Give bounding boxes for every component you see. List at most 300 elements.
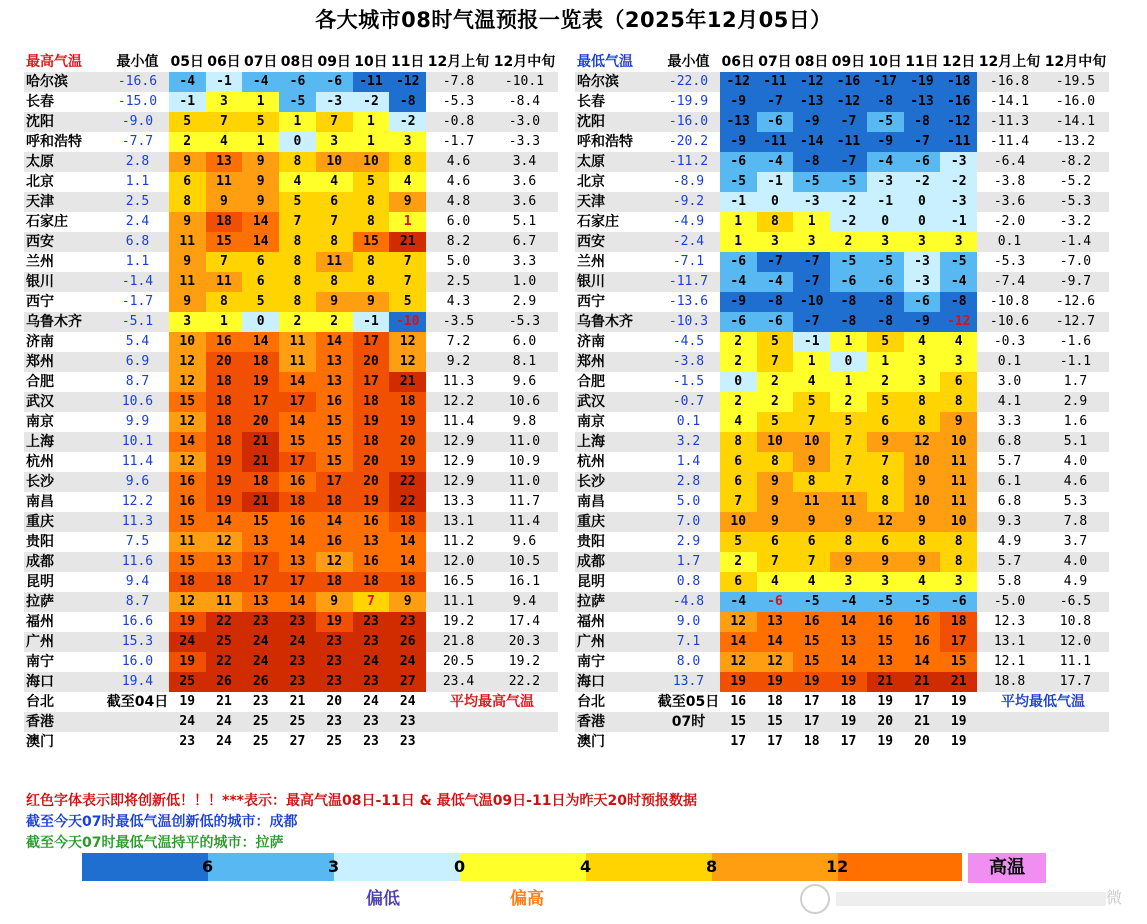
temperature-cell: 11 [279,352,316,372]
early-dec-average: 12.3 [993,614,1026,629]
temperature-cell: 19 [940,712,977,732]
temperature-cell: 8 [316,272,353,292]
temperature-cell: 14 [389,532,426,552]
temperature-cell: 9 [242,192,279,212]
min-value: 5.0 [676,494,701,509]
mid-dec-average: 19.2 [508,654,541,669]
temperature-cell: 9 [757,512,794,532]
mid-dec-average: 3.3 [512,254,537,269]
temperature-cell: 13 [867,652,904,672]
temperature-cell: 1 [830,372,867,392]
temperature-cell: -2 [904,172,941,192]
temperature-cell: 8 [940,552,977,572]
early-dec-average: 13.1 [426,512,491,532]
temperature-cell: 2 [279,312,316,332]
early-dec-average: 6.1 [977,472,1042,492]
temperature-cell: -6 [720,152,757,172]
temperature-cell: 1 [242,92,279,112]
temperature-cell: 8 [720,432,757,452]
temperature-cell: 19 [389,452,426,472]
legend-segment-warm3 [712,853,838,881]
min-value: -11.7 [657,272,720,292]
early-dec-average: -5.3 [993,254,1026,269]
temperature-cell: -3 [940,152,977,172]
city-name: 澳门 [26,734,54,750]
min-value: -16.6 [106,72,169,92]
table-row [24,632,558,652]
temperature-cell: 15 [242,512,279,532]
temperature-cell: 5 [757,412,794,432]
early-dec-average: 16.5 [442,574,475,589]
temperature-cell: 15 [353,232,390,252]
table-row [24,432,558,452]
temperature-cell: 7 [389,272,426,292]
temperature-cell: 14 [242,332,279,352]
mid-dec-average: 9.8 [512,414,537,429]
city-name: 成都 [24,552,106,572]
temperature-cell: 8 [867,472,904,492]
temperature-cell: 4 [940,332,977,352]
average-label [426,712,558,732]
table-row [24,112,558,132]
city-name: 郑州 [24,352,106,372]
temperature-cell: 14 [316,512,353,532]
temperature-cell: 23 [179,734,196,749]
mid-dec-average: -6.5 [1042,592,1109,612]
early-dec-average: -5.3 [442,94,475,109]
column-header: 12月上旬 [427,54,490,70]
temperature-cell: 1 [793,352,830,372]
table-row [575,352,1109,372]
mid-dec-average: 9.4 [491,592,558,612]
min-value: -16.0 [657,112,720,132]
temperature-cell: 1 [353,112,390,132]
temperature-cell: 10 [353,152,390,172]
early-dec-average: -7.4 [977,272,1042,292]
table-row [575,612,1109,632]
temperature-cell: 8 [279,292,316,312]
city-name: 长沙 [575,472,657,492]
average-label: 平均最高气温 [450,694,535,710]
mid-dec-average: 6.7 [491,232,558,252]
mid-dec-average: 9.6 [512,534,537,549]
temperature-cell: 3 [940,572,977,592]
temperature-cell: 23 [242,612,279,632]
early-dec-average: 11.1 [426,592,491,612]
mid-dec-average: 3.6 [491,192,558,212]
temperature-cell: 11 [316,252,353,272]
early-dec-average: 5.7 [977,552,1042,572]
mid-dec-average: 10.8 [1059,614,1092,629]
temperature-cell: 6 [316,192,353,212]
city-name: 福州 [26,614,54,630]
min-value: 2.5 [106,192,169,212]
mid-dec-average: 11.4 [491,512,558,532]
temperature-cell: 10 [940,512,977,532]
temperature-cell: -13 [720,112,757,132]
table-row [575,592,1109,612]
min-value: -5.1 [106,312,169,332]
temperature-cell: 12 [389,332,426,352]
temperature-cell: 9 [389,192,426,212]
temperature-cell: 11 [279,332,316,352]
temperature-cell: -5 [793,172,830,192]
city-name: 呼和浩特 [577,134,633,150]
table-row [24,92,558,112]
early-dec-average: -11.3 [977,112,1042,132]
temperature-cell: -8 [867,312,904,332]
min-value: 12.2 [121,494,154,509]
average-label [977,712,1109,732]
mid-dec-average: 11.1 [1059,654,1092,669]
temperature-cell: 2 [757,392,794,412]
early-dec-average: -10.6 [977,312,1042,332]
temperature-cell: 18 [169,572,206,592]
temperature-cell: 8 [279,232,316,252]
extra-table-row [575,712,1109,732]
min-value: 1.7 [657,552,720,572]
early-dec-average: 11.2 [442,534,475,549]
legend-low-label: 偏低 [366,889,400,909]
mid-dec-average: -14.1 [1042,112,1109,132]
temperature-cell: 5 [353,172,390,192]
min-value: 10.1 [106,432,169,452]
column-header: 12月中旬 [1042,52,1109,72]
early-dec-average: 8.2 [426,232,491,252]
temperature-cell: 18 [389,512,426,532]
as-of-label [106,732,169,752]
city-name: 银川 [24,272,106,292]
temperature-cell: -8 [830,312,867,332]
city-name: 福州 [577,614,605,630]
temperature-cell: -11 [940,132,977,152]
extra-table-row [24,732,558,752]
temperature-cell: -3 [904,272,941,292]
temperature-cell: 16 [206,332,243,352]
temperature-cell: -6 [940,592,977,612]
mid-dec-average: -9.7 [1042,272,1109,292]
temperature-cell: 12 [757,652,794,672]
temperature-cell: -12 [793,72,830,92]
min-value: -11.2 [657,152,720,172]
temperature-cell: -1 [867,192,904,212]
temperature-cell: 3 [940,232,977,252]
city-name: 长沙 [24,472,106,492]
temperature-cell: 20 [353,352,390,372]
column-header: 10日 [354,54,388,70]
temperature-cell: 27 [289,734,306,749]
header-row [575,52,1109,72]
temperature-cell: 16 [169,472,206,492]
temperature-cell: -1 [353,312,390,332]
min-value: 15.3 [106,632,169,652]
temperature-cell: -7 [830,112,867,132]
city-name: 成都 [575,552,657,572]
as-of-label: 07时 [657,712,720,732]
city-name: 杭州 [577,454,605,470]
temperature-cell: -12 [940,312,977,332]
temperature-cell: 21 [389,232,426,252]
temperature-cell: 18 [206,432,243,452]
max-temperature-table [24,52,558,752]
temperature-cell: 20 [326,694,343,709]
mid-dec-average: -3.0 [491,112,558,132]
temperature-cell: 12 [169,352,206,372]
early-dec-average: 20.5 [442,654,475,669]
city-name: 广州 [24,632,106,652]
temperature-cell: 2 [757,372,794,392]
temperature-cell: 11 [940,472,977,492]
temperature-cell: 10 [904,492,941,512]
temperature-cell: -6 [720,312,757,332]
mid-dec-average: 12.0 [1042,632,1109,652]
temperature-cell: 4 [279,172,316,192]
city-name: 石家庄 [577,214,619,230]
mid-dec-average: 4.0 [1063,454,1088,469]
temperature-cell: 17 [279,572,316,592]
early-dec-average: -3.6 [977,192,1042,212]
temperature-cell: 13 [242,592,279,612]
temperature-cell: 12 [867,512,904,532]
temperature-cell: -4 [830,592,867,612]
temperature-cell: -5 [867,252,904,272]
early-dec-average: 12.2 [426,392,491,412]
table-row [575,452,1109,472]
temperature-cell: 18 [353,432,390,452]
temperature-cell: 6 [242,252,279,272]
temperature-cell: 0 [830,352,867,372]
temperature-cell: -13 [904,92,941,112]
temperature-cell: 9 [316,292,353,312]
legend-segment-warm2 [586,853,712,881]
table-row [575,152,1109,172]
table-row [575,492,1109,512]
temperature-cell: 5 [279,192,316,212]
temperature-cell: 4 [793,572,830,592]
temperature-cell: 12 [169,452,206,472]
temperature-cell: 23 [363,734,379,749]
early-dec-average: 12.1 [993,654,1026,669]
min-value: 0.1 [676,414,701,429]
mid-dec-average: 5.1 [512,214,537,229]
temperature-cell: 8 [757,212,794,232]
temperature-cell: 7 [757,352,794,372]
temperature-cell: 18 [803,734,820,749]
temperature-cell: 23 [353,612,390,632]
legend-segment-cold2 [82,853,208,881]
min-value: -22.0 [657,72,720,92]
temperature-cell: 9 [169,252,206,272]
temperature-cell: -8 [940,292,977,312]
mid-dec-average: -19.5 [1042,72,1109,92]
temperature-cell: 19 [206,472,243,492]
temperature-cell: 23 [353,712,390,732]
min-value: 7.0 [657,512,720,532]
extra-table-row [24,712,558,732]
table-row [24,312,558,332]
temperature-cell: 7 [793,552,830,572]
early-dec-average: 0.1 [977,352,1042,372]
temperature-cell: 15 [206,232,243,252]
column-header: 12日 [941,54,976,70]
temperature-cell: 16 [867,612,904,632]
temperature-cell: 22 [389,492,426,512]
average-label [426,732,558,752]
temperature-cell: 17 [767,734,783,749]
table-row [575,292,1109,312]
city-name: 香港 [575,712,657,732]
temperature-cell: 16 [279,512,316,532]
temperature-cell: -4 [169,72,206,92]
extra-table-row [24,692,558,712]
table-row [24,352,558,372]
temperature-cell: 9 [904,552,941,572]
temperature-cell: 1 [867,352,904,372]
early-dec-average: 4.8 [426,192,491,212]
mid-dec-average: 10.5 [491,552,558,572]
mid-dec-average: 4.9 [1063,574,1088,589]
temperature-cell: 26 [242,672,279,692]
city-name: 长春 [26,94,54,110]
temperature-cell: 17 [316,472,353,492]
temperature-cell: -9 [720,92,757,112]
temperature-cell: 13 [242,532,279,552]
early-dec-average: -14.1 [989,94,1030,109]
temperature-cell: -9 [867,132,904,152]
mid-dec-average: -5.3 [1042,192,1109,212]
temperature-cell: 25 [242,712,279,732]
early-dec-average: -5.0 [977,592,1042,612]
city-name: 南昌 [577,494,605,510]
city-name: 济南 [26,334,54,350]
temperature-cell: 20 [867,712,904,732]
early-dec-average: -0.3 [993,334,1026,349]
as-of-label: 截至05日 [657,694,720,710]
temperature-cell: -1 [793,332,830,352]
temperature-cell: 27 [389,672,426,692]
temperature-cell: 18 [242,472,279,492]
temperature-cell: 6 [757,532,794,552]
temperature-cell: -13 [793,92,830,112]
temperature-cell: 14 [279,592,316,612]
city-name: 上海 [24,432,106,452]
mid-dec-average: 1.0 [491,272,558,292]
temperature-cell: 23 [279,612,316,632]
early-dec-average: 13.3 [442,494,475,509]
city-name: 郑州 [575,352,657,372]
temperature-cell: 14 [316,332,353,352]
early-dec-average: -3.8 [993,174,1026,189]
temperature-cell: 24 [353,652,390,672]
temperature-cell: 21 [940,672,977,692]
min-value: -9.0 [106,112,169,132]
temperature-cell: 4 [316,172,353,192]
temperature-cell: 24 [399,694,416,709]
early-dec-average: 4.6 [446,174,471,189]
mid-dec-average: -16.0 [1055,94,1096,109]
temperature-cell: -5 [867,592,904,612]
min-value: -7.1 [672,254,705,269]
mid-dec-average: 5.1 [1042,432,1109,452]
mid-dec-average: -3.3 [508,134,541,149]
min-temperature-table [575,52,1109,752]
temperature-cell: 13 [206,552,243,572]
temperature-cell: 3 [757,232,794,252]
temperature-cell: 16 [904,632,941,652]
table-row [24,532,558,552]
early-dec-average: 12.0 [426,552,491,572]
average-label [977,732,1109,752]
temperature-cell: 23 [252,694,269,709]
early-dec-average: 3.0 [997,374,1022,389]
temperature-cell: 24 [279,632,316,652]
column-header: 06日 [207,54,241,70]
table-row [24,272,558,292]
temperature-cell: -1 [757,172,794,192]
temperature-cell: 16 [353,552,390,572]
temperature-cell: 19 [179,694,196,709]
temperature-cell: 21 [289,694,306,709]
temperature-cell: 17 [803,694,820,709]
mid-dec-average: 11.0 [491,432,558,452]
mid-dec-average: 10.9 [508,454,541,469]
temperature-cell: 0 [720,372,757,392]
temperature-cell: 8 [757,452,794,472]
min-value: -2.4 [657,232,720,252]
min-value: 2.8 [106,152,169,172]
watermark-blur [836,892,1106,906]
table-row [24,152,558,172]
table-row [575,312,1109,332]
temperature-cell: -8 [793,152,830,172]
min-value: 13.7 [657,672,720,692]
temperature-cell: -5 [830,252,867,272]
temperature-cell: 19 [877,694,894,709]
temperature-cell: 2 [830,392,867,412]
mid-dec-average: 1.6 [1063,414,1088,429]
city-name: 西安 [575,232,657,252]
temperature-cell: 18 [206,212,243,232]
temperature-cell: -4 [757,272,794,292]
early-dec-average: 7.2 [446,334,471,349]
city-name: 太原 [24,152,106,172]
min-value: -9.2 [657,192,720,212]
temperature-cell: -8 [867,92,904,112]
city-name: 昆明 [26,574,54,590]
city-name: 贵阳 [26,534,54,550]
temperature-cell: -3 [904,252,941,272]
temperature-cell: 19 [169,612,206,632]
table-row [24,72,558,92]
temperature-cell: 25 [169,672,206,692]
temperature-cell: -16 [940,92,977,112]
city-name: 西宁 [26,294,54,310]
temperature-cell: 7 [353,592,390,612]
temperature-cell: 13 [353,532,390,552]
temperature-cell: 8 [940,532,977,552]
temperature-cell: 19 [950,734,967,749]
temperature-cell: 9 [169,152,206,172]
temperature-cell: 14 [830,652,867,672]
temperature-cell: 2 [720,552,757,572]
table-row [24,652,558,672]
min-value: 16.0 [121,654,154,669]
temperature-cell: 23 [316,672,353,692]
table-row [24,132,558,152]
temperature-cell: 3 [389,132,426,152]
min-value: 7.1 [657,632,720,652]
temperature-cell: -5 [867,112,904,132]
